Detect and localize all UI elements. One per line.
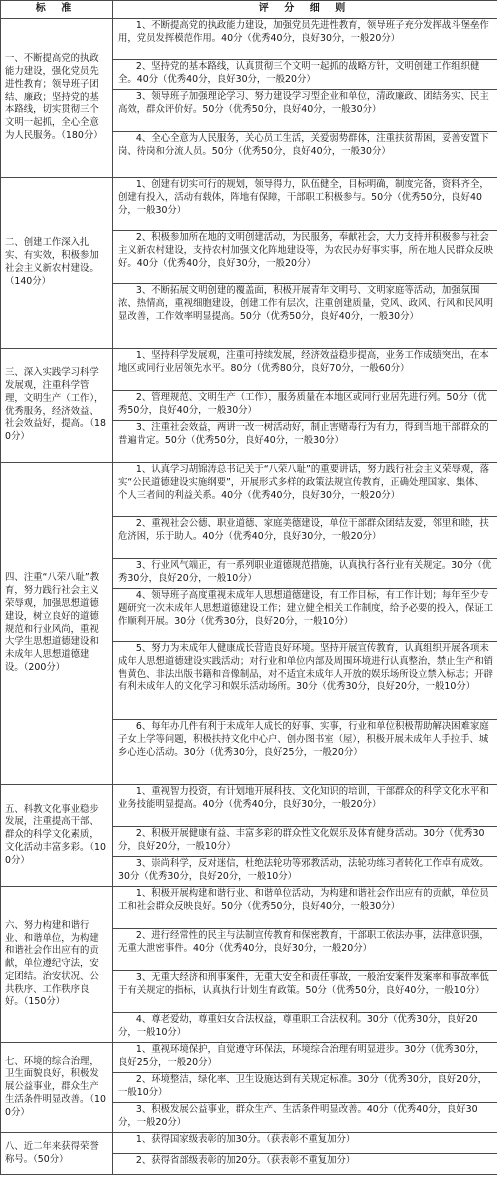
detail-cell [113,785,497,827]
detail-text: 3、行业风气端正，有一系列职业道德规范措施，认真执行各行业有关规定。30分（优秀30分，良好20分，一般10分） [118,560,492,584]
detail-cell [113,642,497,720]
standard-cell: 二、创建工作深入扎实、有实效，积极参加社会主义新农村建设。（140分） [1,178,113,349]
table-row [1,887,497,929]
table-header-row [1,1,497,19]
header-standard: 标 准 [1,1,113,19]
detail-cell [113,857,497,887]
detail-text: 6、每年办几件有利于未成年人成长的好事、实事，行业和单位积极帮助解决困难家庭子女上学等问题，积极扶持文化中心户、创办图书室（屋），积极开展未成年人手拉手、城乡心连心活动。30分（优秀30分，良好25分，一般20分） [118,721,489,758]
detail-text: 1、不断提高党的执政能力建设，加强党员先进性教育，领导班子充分发挥战斗堡垒作用，党员发挥模范作用。40分（优秀40分，良好30分，一般20分） [118,20,489,44]
standard-cell: 八、近二年来获得荣誉称号。（50分） [1,1133,113,1175]
detail-cell [113,132,497,178]
detail-cell [113,1073,497,1103]
detail-text: 2、进行经常性的民主与法制宣传教育和保密教育，干部职工依法办事，法律意识强，无重大泄密事件。40分（优秀40分，良好30分，一般20分） [118,930,489,954]
table-row [1,463,497,517]
detail-cell [113,971,497,1013]
standard-cell: 五、科教文化事业稳步发展，注重提高干部、群众的科学文化素质，文化活动丰富多彩。（100分） [1,785,113,887]
detail-text: 2、获得省部级表彰的加20分。（获表彰不重复加分） [135,1155,356,1166]
detail-text: 4、尊老爱幼，尊重妇女合法权益，尊重职工合法权利。30分（优秀30分，良好20分，一般10分） [118,1014,478,1038]
detail-cell [113,391,497,421]
detail-text: 2、环境整洁，绿化率、卫生设施达到有关规定标准。30分（优秀30分，良好20分，一般10分） [118,1074,487,1098]
detail-cell [113,1013,497,1043]
detail-cell [113,720,497,785]
detail-text: 2、积极参加所在地的文明创建活动，为民服务，奉献社会，大力支持并积极参与社会主义新农村建设，支持农村加强文化阵地建设等，为农民办好事实事，所在地人民群众反映好。40分（优秀40分，良好30分，一般20分） [118,232,494,269]
detail-cell [113,178,497,231]
detail-cell [113,517,497,559]
table-row [1,1043,497,1073]
header-detail: 评 分 细 则 [113,1,497,19]
detail-text: 3、崇尚科学，反对迷信，杜绝法轮功等邪教活动，法轮功练习者转化工作卓有成效。30分（优秀30分，良好20分，一般10分） [118,858,489,882]
standard-cell: 一、不断提高党的执政能力建设，强化党员先进性教育；领导班子团结、廉政；坚持党的基本路线，切实贯彻三个文明一起抓，全心全意为人民服务。（180分） [1,19,113,178]
detail-text: 2、积极开展健康有益、丰富多彩的群众性文化娱乐及体育健身活动。30分（优秀30分，良好20分，一般10分） [118,828,485,852]
detail-cell [113,1103,497,1133]
detail-cell [113,349,497,391]
detail-cell [113,827,497,857]
standard-cell: 六、努力构建和谐行业、和谐单位，为构建和谐社会作出应有的贡献，单位遵纪守法，安定团结。治安状况、公共秩序、工作秩序良好。（150分） [1,887,113,1043]
detail-text: 3、无重大经济和刑事案件，无重大安全和责任事故，一般治安案件发案率和事故率低于有关规定的指标，认真执行计划生育政策。50分（优秀50分，良好40分，一般10分） [118,972,489,996]
table-row [1,19,497,60]
standard-cell: 七、环境的综合治理，卫生面貌良好，积极发展公益事业，群众生产生活条件明显改善。（100分） [1,1043,113,1133]
detail-text: 3、注重社会效益，两讲一改一树活动好，制止害赌毒行为有力，得到当地干部群众的普遍肯定。50分（优秀50分，良好40分，一般30分） [118,422,489,446]
detail-cell [113,231,497,284]
detail-cell [113,1133,497,1154]
detail-cell [113,887,497,929]
detail-text: 3、领导班子加强理论学习、努力建设学习型企业和单位，清政廉政、团结务实、民主高效，群众评价好。50分（优秀50分，良好40分，一般30分） [118,91,489,115]
detail-text: 3、积极发展公益事业，群众生产、生活条件明显改善。40分（优秀40分，良好30分，一般20分） [118,1104,478,1128]
detail-cell [113,463,497,517]
detail-text: 2、坚持党的基本路线，认真贯彻三个文明一起抓的战略方针，文明创建工作组织健全。40分（优秀40分，良好30分，一般20分） [118,61,480,85]
standard-cell: 四、注重“八荣八耻”教育，努力践行社会主义荣辱观，加强思想道德建设，树立良好的道德规范和行业风尚，重视大学生思想道德建设和未成年人思想道德建设。（200分） [1,463,113,785]
standard-cell: 三、深入实践学习科学发展观，注重科学管理，文明生产（工作），优秀服务，经济效益、社会效益好，提高。（180分） [1,349,113,463]
detail-cell [113,559,497,589]
table-row [1,349,497,391]
detail-cell [113,60,497,90]
detail-cell [113,421,497,463]
detail-cell [113,929,497,971]
detail-text: 3、不断拓展文明创建的覆盖面，积极开展青年文明号、文明家庭等活动，加强氛围浓、热情高，重视细胞建设，创建工作有层次，注重创建质量，党风、政风、行风和民风明显改善，工作效率明显提高。50分（优秀50分，良好40分，一般30分） [118,285,494,322]
detail-text: 2、重视社会公德、职业道德、家庭美德建设，单位干部群众团结友爱，邻里和睦，扶危济困，乐于助人。40分（优秀40分，良好30分，一般20分） [118,518,489,542]
detail-cell [113,589,497,642]
table-row [1,1133,497,1154]
table-row [1,785,497,827]
detail-cell [113,1043,497,1073]
detail-text: 1、重视智力投资，有计划地开展科技、文化知识的培训，干部群众的科学文化水平和业务技能明显提高。40分（优秀40分，良好30分，一般20分） [118,786,489,810]
detail-text: 4、领导班子高度重视未成年人思想道德建设，有工作目标，有工作计划；每年至少专题研究一次未成年人思想道德建设工作；建立健全相关工作制度，给予必要的投入，保证工作顺利开展。30分（优秀30分，良好20分，一般10分） [118,590,494,627]
detail-text: 1、重视环境保护，自觉遵守环保法，环境综合治理有明显进步。30分（优秀30分，良好25分，一般20分） [118,1044,485,1068]
table-row [1,178,497,231]
detail-text: 1、获得国家级表彰的加30分。（获表彰不重复加分） [135,1134,356,1145]
detail-text: 4、全心全意为人民服务，关心员工生活，关爱弱势群体，注重扶贫帮困，妥善安置下岗、待岗和分流人员。50分（优秀50分，良好40分，一般30分） [118,133,489,157]
detail-text: 5、努力为未成年人健康成长营造良好环境。坚持开展宣传教育，认真组织开展各项未成年人思想道德建设实践活动；对行业和单位内部及周围环境进行认真整治，禁止生产和销售黄色、非法出版书籍和音像制品，对不适宜未成年人开放的娱乐场所设立禁入标志；开辟有利未成年人的文化学习和娱乐活动场所。30分（优秀30分，良好20分，一般10分） [118,643,494,693]
detail-cell [113,1154,497,1175]
detail-cell [113,90,497,132]
detail-text: 1、积极开展构建和谐行业、和谐单位活动，为构建和谐社会作出应有的贡献，单位员工和社会群众反映良好。50分（优秀50分，良好40分，一般30分） [118,888,489,912]
detail-cell [113,284,497,349]
detail-text: 1、坚持科学发展观，注重可持续发展，经济效益稳步提高，业务工作成绩突出，在本地区或同行业居领先水平。80分（优秀80分，良好70分，一般60分） [118,350,489,374]
detail-text: 1、创建有切实可行的规划，领导得力，队伍健全，目标明确，制度完备，资料齐全，创建有投入，活动有载体，阵地有保障，干部职工积极参与。50分（优秀50分，良好40分，一般30分） [118,179,489,216]
detail-text: 1、认真学习胡锦涛总书记关于“八荣八耻”的重要讲话，努力践行社会主义荣辱观，落实“公民道德建设实施纲要”，开展形式多样的政策法规宣传教育，正确处理国家、集体、个人三者间的利益关系。40分（优秀40分，良好30分，一般20分） [118,464,490,501]
detail-cell [113,19,497,60]
detail-text: 2、管理规范、文明生产（工作），服务质量在本地区或同行业居先进行列。50分（优秀50分，良好40分，一般30分） [118,392,487,416]
